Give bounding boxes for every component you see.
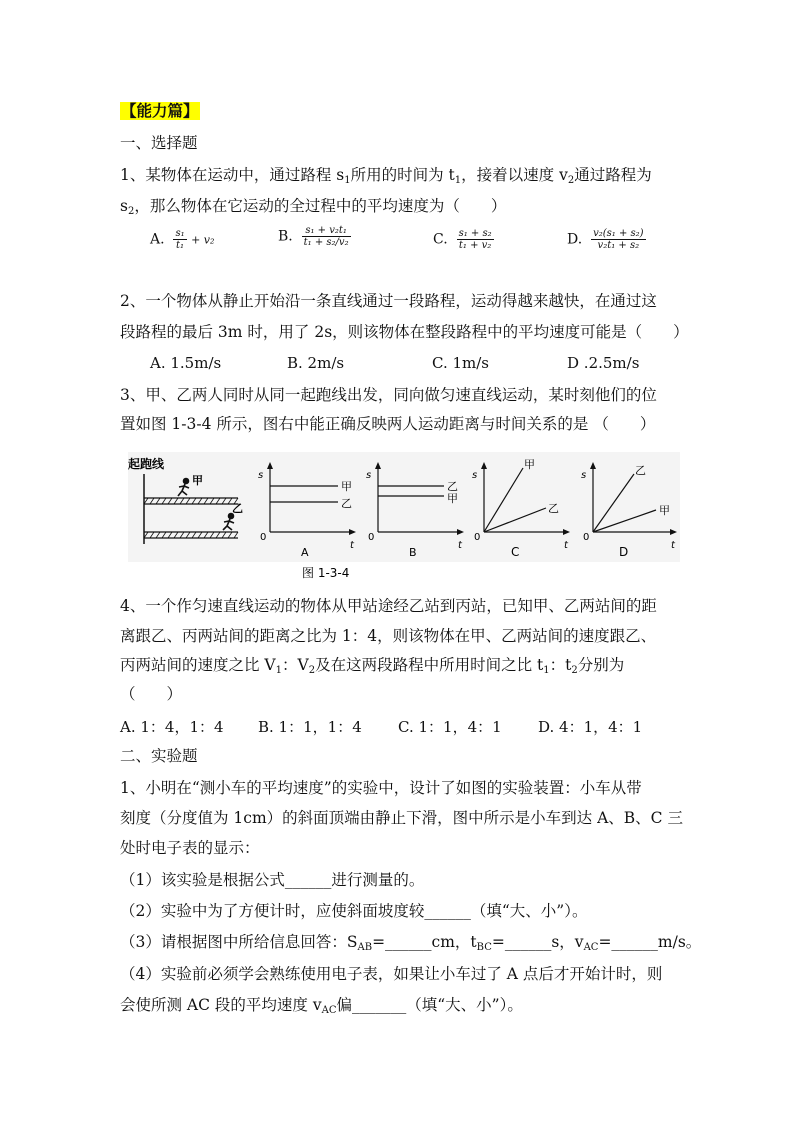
- svg-text:s: s: [581, 470, 587, 481]
- q1-option-d[interactable]: D. $\frac{\text{v₂(s₁ + s₂)}}{\text{v₂t₁ + s₂}}$: [567, 228, 644, 251]
- experiment-1-part-4-line-2: 会使所测 AC 段的平均速度 $v_{AC}$偏_______（填“大、小”）。: [120, 996, 523, 1016]
- svg-text:乙: 乙: [548, 502, 559, 515]
- header-tag: 【能力篇】: [121, 102, 199, 120]
- svg-text:t: t: [458, 540, 462, 551]
- svg-text:0: 0: [583, 532, 590, 543]
- question-4-line-1: 4、一个作匀速直线运动的物体从甲站途经乙站到丙站，已知甲、乙两站间的距: [120, 597, 657, 615]
- svg-text:甲: 甲: [659, 504, 670, 517]
- q2-option-a[interactable]: A. 1.5m/s: [150, 354, 222, 372]
- q4-option-a[interactable]: A. 1：4，1：4: [120, 718, 224, 736]
- section-title-experiment: 二、实验题: [120, 747, 198, 765]
- svg-text:s: s: [366, 470, 372, 481]
- graph-a-label: A: [301, 546, 309, 559]
- figure-1-3-4: [128, 452, 680, 580]
- scene-label-jia: 甲: [192, 474, 203, 487]
- question-1-line-2: $s_2$，那么物体在它运动的全过程中的平均速度为（ ）: [120, 197, 507, 217]
- start-line-label: 起跑线: [128, 457, 165, 471]
- experiment-1-part-2: （2）实验中为了方便计时，应使斜面坡度较______（填“大、小”）。: [120, 902, 588, 920]
- q1-option-c[interactable]: C. $\frac{\text{s₁ + s₂}}{\text{t₁ + v₂}}$: [433, 228, 492, 251]
- section-title-choice: 一、选择题: [120, 134, 198, 152]
- scene-label-yi: 乙: [232, 502, 243, 515]
- svg-text:甲: 甲: [447, 492, 458, 505]
- experiment-1-part-1: （1）该实验是根据公式______进行测量的。: [120, 871, 425, 889]
- svg-text:0: 0: [474, 532, 481, 543]
- svg-text:甲: 甲: [524, 458, 535, 471]
- q1-option-a[interactable]: A. $\frac{\text{s₁}}{\text{t₁}}$ + v₂: [150, 228, 215, 251]
- figure-svg: [128, 452, 680, 580]
- question-2-line-1: 2、一个物体从静止开始沿一条直线通过一段路程，运动得越来越快，在通过这: [120, 292, 657, 310]
- svg-text:t: t: [671, 540, 675, 551]
- experiment-1-line-3: 处时电子表的显示：: [120, 839, 260, 857]
- svg-text:t: t: [564, 540, 568, 551]
- graph-c-label: C: [511, 545, 520, 559]
- q2-option-b[interactable]: B. 2m/s: [287, 354, 345, 372]
- question-1-line-1: 1、某物体在运动中，通过路程 $s_1$所用的时间为 $t_1$，接着以速度 $v_2$通过路程为: [120, 166, 652, 186]
- question-3-line-2: 置如图 1-3-4 所示，图右中能正确反映两人运动距离与时间关系的是 （ ）: [120, 415, 656, 433]
- figure-caption: 图 1-3-4: [302, 566, 350, 580]
- experiment-1-part-4-line-1: （4）实验前必须学会熟练使用电子表，如果让小车过了 A 点后才开始计时，则: [120, 965, 663, 983]
- svg-text:乙: 乙: [447, 480, 458, 493]
- graph-b-label: B: [409, 546, 417, 559]
- question-4-line-3: 丙两站间的速度之比 $V_1$：$V_2$及在这两段路程中所用时间之比 $t_1$：$t_2$分别为: [120, 656, 625, 676]
- experiment-1-part-3: （3）请根据图中所给信息回答：$S_{AB}=\_\_\_\_\_\_cm$，$t_{BC}=\_\_\_\_\_\_s$，$v_{AC}=\_\_\_\_\_\_m/s$。: [120, 933, 702, 953]
- graph-d-label: D: [619, 545, 629, 559]
- svg-text:s: s: [472, 470, 478, 481]
- svg-text:0: 0: [368, 532, 375, 543]
- svg-text:t: t: [350, 540, 354, 551]
- experiment-1-line-2: 刻度（分度值为 1cm）的斜面顶端由静止下滑，图中所示是小车到达 A、B、C 三: [120, 809, 683, 827]
- question-2-line-2: 段路程的最后 3m 时，用了 2s，则该物体在整段路程中的平均速度可能是（ ）: [120, 323, 689, 341]
- experiment-1-line-1: 1、小明在“测小车的平均速度”的实验中，设计了如图的实验装置：小车从带: [120, 779, 642, 797]
- q4-option-d[interactable]: D. 4：1，4：1: [538, 718, 643, 736]
- question-3-line-1: 3、甲、乙两人同时从同一起跑线出发，同向做匀速直线运动，某时刻他们的位: [120, 386, 657, 404]
- q1-option-b[interactable]: B. $\frac{\text{s₁ + v₂t₁}}{\text{t₁ + s₂/v₂}}$: [278, 225, 349, 248]
- svg-text:甲: 甲: [341, 480, 352, 493]
- svg-text:乙: 乙: [341, 497, 352, 510]
- question-4-line-2: 离跟乙、丙两站间的距离之比为 1：4，则该物体在甲、乙两站间的速度跟乙、: [120, 627, 657, 645]
- q2-option-c[interactable]: C. 1m/s: [432, 354, 489, 372]
- svg-text:乙: 乙: [635, 464, 646, 477]
- q4-option-b[interactable]: B. 1：1，1：4: [258, 718, 362, 736]
- q2-option-d[interactable]: D .2.5m/s: [567, 354, 640, 372]
- question-4-line-4: （ ）: [120, 685, 183, 703]
- svg-text:0: 0: [260, 532, 267, 543]
- q4-option-c[interactable]: C. 1：1，4：1: [398, 718, 502, 736]
- svg-text:s: s: [258, 470, 264, 481]
